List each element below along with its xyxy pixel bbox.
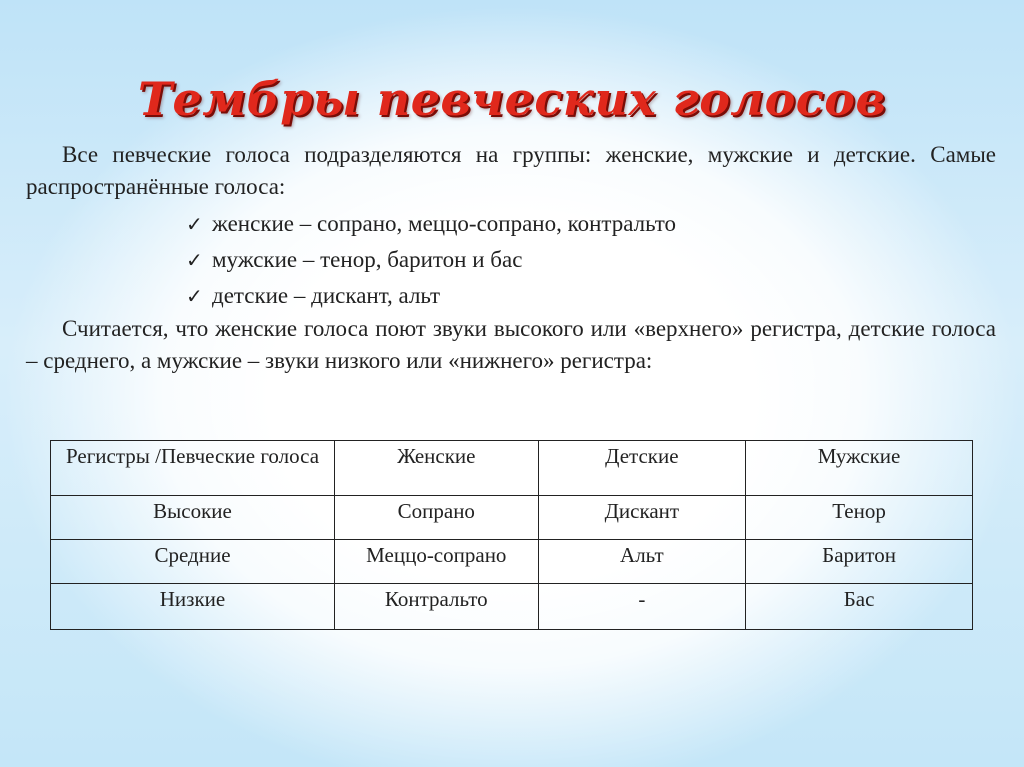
slide-title: Тембры певческих голосов — [137, 72, 887, 126]
registers-table — [50, 440, 973, 630]
intro-text: Все певческие голоса подразделяются на группы: женские, мужские и детские. Самые распространённые голоса: — [26, 142, 996, 199]
table-header-cell: Мужские — [746, 441, 973, 496]
table-cell: Альт — [538, 540, 746, 584]
table-cell: Тенор — [746, 496, 973, 540]
table-cell: Дискант — [538, 496, 746, 540]
table-row — [51, 540, 973, 584]
list-item-text: мужские – тенор, баритон и бас — [212, 247, 523, 272]
table-cell: Низкие — [51, 584, 335, 630]
list-item-text: женские – сопрано, меццо-сопрано, контральто — [212, 211, 677, 236]
table-cell: Сопрано — [335, 496, 539, 540]
table-header-cell: Женские — [335, 441, 539, 496]
list-item — [186, 206, 676, 242]
table-header-cell: Детские — [538, 441, 746, 496]
voice-groups-list — [186, 206, 676, 314]
table-header-row — [51, 441, 973, 496]
table-cell: Баритон — [746, 540, 973, 584]
table-cell: Высокие — [51, 496, 335, 540]
table-cell: - — [538, 584, 746, 630]
check-icon: ✓ — [186, 248, 203, 272]
register-text: Считается, что женские голоса поют звуки высокого или «верхнего» регистра, детские голоса – среднего, а мужские – звуки низкого или «нижнего» регистра: — [26, 316, 996, 373]
intro-paragraph — [26, 139, 996, 203]
table-cell: Средние — [51, 540, 335, 584]
table-row — [51, 584, 973, 630]
check-icon: ✓ — [186, 212, 203, 236]
list-item — [186, 242, 676, 278]
table-row — [51, 496, 973, 540]
table-cell: Бас — [746, 584, 973, 630]
list-item-text: детские – дискант, альт — [212, 283, 441, 308]
check-icon: ✓ — [186, 284, 203, 308]
table-header-cell: Регистры /Певческие голоса — [51, 441, 335, 496]
table-cell: Контральто — [335, 584, 539, 630]
list-item — [186, 278, 676, 314]
table-cell: Меццо-сопрано — [335, 540, 539, 584]
register-paragraph — [26, 313, 996, 377]
